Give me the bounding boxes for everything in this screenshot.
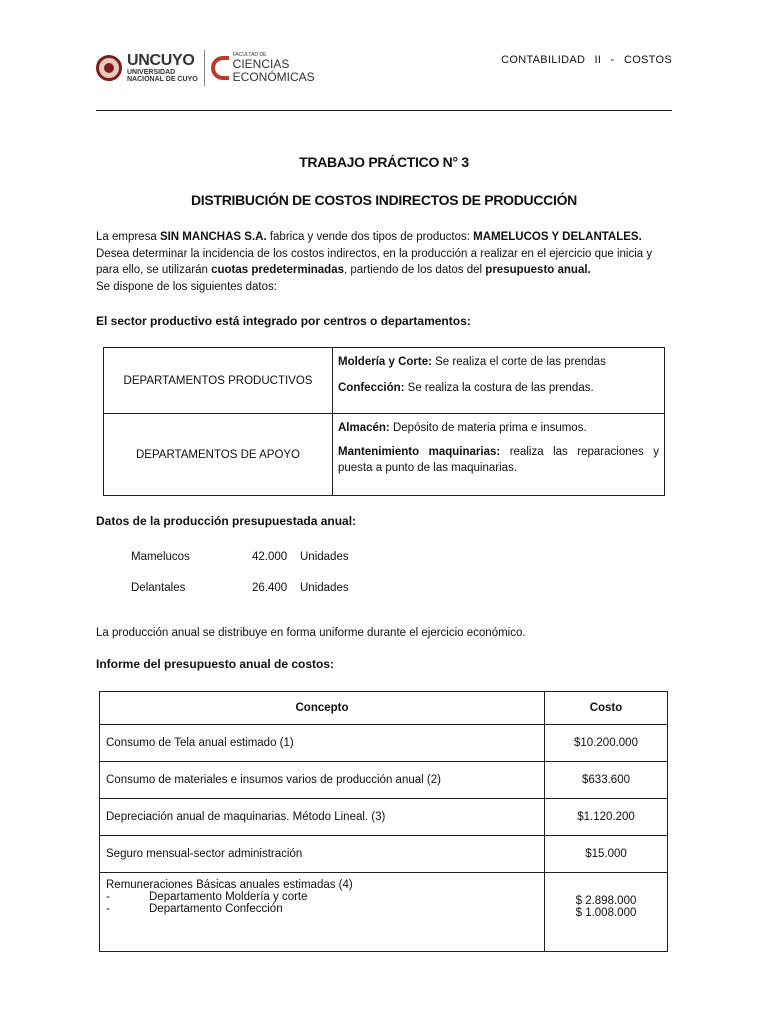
productive-2-desc: Se realiza la costura de las prendas. (404, 382, 594, 394)
intro-p3: Se dispone de los siguientes datos: (96, 280, 277, 293)
table-row (104, 414, 665, 496)
table-row (100, 799, 668, 836)
product-unit: Unidades (300, 582, 349, 594)
production-row-mamelucos (131, 551, 349, 563)
col-cost: Costo (545, 692, 668, 725)
logo-faculty-line2: ECONÓMICAS (232, 69, 315, 84)
row-concept: Consumo de materiales e insumos varios de producción anual (2) (100, 762, 545, 799)
budget-heading: Informe del presupuesto anual de costos: (96, 657, 335, 671)
cost-table (99, 691, 668, 952)
product-unit: Unidades (300, 551, 349, 563)
row-cost (545, 873, 668, 952)
page-header (96, 46, 672, 108)
product-qty: 26.400 (252, 582, 288, 594)
table-header-row (100, 692, 668, 725)
faculty-logo (211, 53, 315, 83)
table-row (100, 762, 668, 799)
logo-uncuyo-sub2: NACIONAL DE CUYO (127, 76, 198, 83)
support-2-desc: realiza las reparaciones y puesta a punto de las maquinarias. (338, 446, 659, 474)
row-cost: $1.120.200 (545, 799, 668, 836)
page-title: TRABAJO PRÁCTICO N° 3 (299, 154, 469, 170)
table-row (104, 348, 665, 414)
table-row (100, 725, 668, 762)
product-name: Delantales (131, 582, 186, 594)
uniform-note: La producción anual se distribuye en forma uniforme durante el ejercicio económico. (96, 627, 526, 639)
cost-molderia: $ 2.898.000 (575, 895, 637, 907)
logo-faculty-line1: CIENCIAS (232, 57, 290, 72)
row-cost: $15.000 (545, 836, 668, 873)
productive-label: DEPARTAMENTOS PRODUCTIVOS (104, 348, 333, 414)
university-logo (96, 50, 315, 86)
productive-1-name: Moldería y Corte: (338, 356, 432, 368)
products-names: MAMELUCOS Y DELANTALES. (473, 231, 642, 243)
table-row-remuneraciones (100, 873, 668, 952)
productive-1-desc: Se realiza el corte de las prendas (431, 356, 606, 368)
row-cost: $633.600 (545, 762, 668, 799)
header-rule (96, 110, 672, 111)
intro-text (96, 229, 672, 295)
intro-p1a: La empresa (96, 231, 160, 243)
remuneraciones-label: Remuneraciones Básicas anuales estimadas (4) (106, 879, 353, 891)
support-2-name: Mantenimiento maquinarias: (338, 446, 501, 458)
intro-p2c: , partiendo de los datos del (344, 264, 486, 276)
cost-confeccion: $ 1.008.000 (575, 907, 637, 919)
course-name: CONTABILIDAD II - COSTOS (501, 54, 672, 66)
logo-uncuyo-sub1: UNIVERSIDAD (127, 69, 176, 76)
intro-p1c: fabrica y vende dos tipos de productos: (266, 231, 474, 243)
productive-2-name: Confección: (338, 382, 405, 394)
row-concept: Seguro mensual-sector administración (100, 836, 545, 873)
intro-p2a: Desea determinar la incidencia de los costos indirectos, en la producción a realizar en el ejercicio que inicia y para ello, se utilizarán (96, 247, 653, 276)
row-concept: Depreciación anual de maquinarias. Método Lineal. (3) (100, 799, 545, 836)
product-qty: 42.000 (252, 551, 288, 563)
sector-heading: El sector productivo está integrado por centros o departamentos: (96, 314, 471, 328)
support-desc (333, 414, 665, 496)
dash-marker: - (106, 903, 110, 915)
row-concept: Consumo de Tela anual estimado (1) (100, 725, 545, 762)
support-1-desc: Depósito de materia prima e insumos. (389, 422, 587, 434)
production-heading: Datos de la producción presupuestada anual: (96, 514, 357, 528)
logo-divider (204, 50, 205, 86)
productive-desc (333, 348, 665, 414)
support-1-name: Almacén: (338, 422, 390, 434)
logo-faculty-small: FACULTAD DE (232, 51, 267, 58)
intro-p2d: presupuesto anual. (485, 264, 591, 276)
faculty-c-icon (211, 56, 229, 80)
production-row-delantales (131, 582, 349, 594)
dash-marker: - (106, 891, 110, 903)
page-subtitle: DISTRIBUCIÓN DE COSTOS INDIRECTOS DE PRODUCCIÓN (191, 192, 577, 208)
departments-table (103, 347, 665, 496)
sub-item-confeccion: Departamento Confección (149, 903, 283, 915)
intro-p2b: cuotas predeterminadas (211, 264, 344, 276)
table-row (100, 836, 668, 873)
support-label: DEPARTAMENTOS DE APOYO (104, 414, 333, 496)
product-name: Mamelucos (131, 551, 190, 563)
sub-item-molderia: Departamento Moldería y corte (149, 891, 308, 903)
company-name: SIN MANCHAS S.A. (159, 231, 267, 243)
row-concept (100, 873, 545, 952)
logo-uncuyo: UNCUYO (127, 52, 195, 69)
col-concept: Concepto (100, 692, 545, 725)
row-cost: $10.200.000 (545, 725, 668, 762)
university-seal-icon (96, 55, 122, 81)
